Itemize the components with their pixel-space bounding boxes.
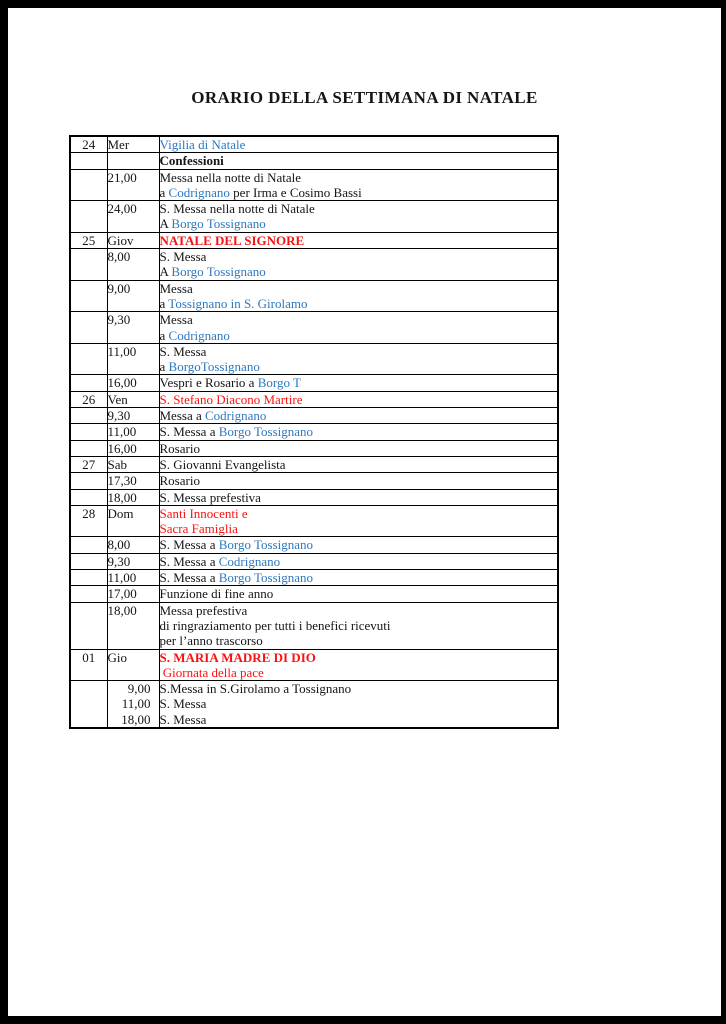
day-cell: Dom xyxy=(107,505,159,537)
time-cell xyxy=(107,570,159,586)
date-cell: 26 xyxy=(70,391,107,407)
table-row xyxy=(70,570,558,586)
text-segment: Tossignano in S. Girolamo xyxy=(168,295,308,311)
time-cell xyxy=(107,537,159,553)
event-cell xyxy=(159,153,558,169)
date-cell: 01 xyxy=(70,649,107,681)
table-row xyxy=(70,408,558,424)
event-cell xyxy=(159,280,558,312)
table-row xyxy=(70,440,558,456)
time-cell xyxy=(107,424,159,440)
event-line xyxy=(160,696,558,711)
text-segment: di ringraziamento per tutti i benefici ricevuti xyxy=(159,617,391,633)
text-segment: S. Messa xyxy=(159,711,207,727)
text-segment: Codrignano xyxy=(205,408,267,424)
table-row xyxy=(70,136,558,153)
event-cell xyxy=(159,681,558,728)
event-line xyxy=(160,233,558,248)
event-line xyxy=(160,375,558,390)
table-row xyxy=(70,232,558,248)
table-row xyxy=(70,375,558,391)
event-cell xyxy=(159,649,558,681)
date-cell xyxy=(70,424,107,440)
time-cell xyxy=(107,249,159,281)
text-segment: S. Messa a xyxy=(159,553,219,569)
event-line xyxy=(160,457,558,472)
time-cell xyxy=(107,586,159,602)
text-segment: Messa a xyxy=(159,408,205,424)
text-segment: S. Messa a xyxy=(159,537,219,553)
text-segment: Codrignano xyxy=(168,327,230,343)
time-cell xyxy=(107,169,159,201)
text-segment: BorgoTossignano xyxy=(168,359,260,375)
event-line xyxy=(160,633,558,648)
event-cell xyxy=(159,602,558,649)
date-cell xyxy=(70,280,107,312)
event-line xyxy=(160,665,558,680)
event-line xyxy=(160,603,558,618)
table-row xyxy=(70,312,558,344)
event-line xyxy=(160,170,558,185)
text-segment: a xyxy=(159,327,169,343)
event-cell xyxy=(159,343,558,375)
time-line: 16,00 xyxy=(107,375,137,391)
text-segment: S. Messa a xyxy=(159,424,219,440)
text-segment: Codrignano xyxy=(168,184,230,200)
text-segment: Borgo Tossignano xyxy=(171,216,266,232)
date-cell xyxy=(70,408,107,424)
date-cell xyxy=(70,681,107,728)
table-row xyxy=(70,553,558,569)
text-segment: Vespri e Rosario a xyxy=(159,375,258,391)
date-cell xyxy=(70,375,107,391)
table-row xyxy=(70,201,558,233)
event-cell xyxy=(159,456,558,472)
date-cell xyxy=(70,312,107,344)
table-row xyxy=(70,153,558,169)
event-cell xyxy=(159,424,558,440)
event-line xyxy=(160,281,558,296)
text-segment: S.Messa in S.Girolamo a Tossignano xyxy=(159,681,352,697)
event-cell xyxy=(159,489,558,505)
event-line xyxy=(160,249,558,264)
time-line: 9,00 xyxy=(107,280,131,296)
text-segment: Vigilia di Natale xyxy=(159,137,246,152)
text-segment: A xyxy=(159,216,172,232)
table-row xyxy=(70,681,558,728)
time-cell xyxy=(107,201,159,233)
time-cell xyxy=(107,602,159,649)
event-line xyxy=(160,185,558,200)
time-cell xyxy=(107,553,159,569)
event-line xyxy=(160,554,558,569)
text-segment: Borgo Tossignano xyxy=(218,424,314,440)
text-segment: per l’anno trascorso xyxy=(159,633,263,649)
event-line xyxy=(160,392,558,407)
day-cell: Giov xyxy=(107,232,159,248)
event-cell xyxy=(159,312,558,344)
time-line: 11,00 xyxy=(107,570,137,586)
text-segment: a xyxy=(159,295,169,311)
text-segment: S. Messa nella notte di Natale xyxy=(159,201,315,217)
time-cell xyxy=(107,681,159,728)
text-segment: S. Giovanni Evangelista xyxy=(159,456,286,472)
time-line: 9,30 xyxy=(107,312,131,328)
table-row xyxy=(70,586,558,602)
date-cell xyxy=(70,201,107,233)
date-cell: 28 xyxy=(70,505,107,537)
text-segment: per Irma e Cosimo Bassi xyxy=(229,184,362,200)
table-row xyxy=(70,391,558,407)
table-row xyxy=(70,343,558,375)
date-cell xyxy=(70,489,107,505)
day-cell: Gio xyxy=(107,649,159,681)
table-row xyxy=(70,169,558,201)
event-line xyxy=(160,473,558,488)
text-segment: S. Messa a xyxy=(159,570,219,586)
time-line: 21,00 xyxy=(107,169,137,185)
text-segment: NATALE DEL SIGNORE xyxy=(159,232,305,248)
date-cell xyxy=(70,153,107,169)
text-segment: Messa prefestiva xyxy=(159,602,248,618)
event-line xyxy=(160,216,558,231)
date-cell: 27 xyxy=(70,456,107,472)
date-cell xyxy=(70,169,107,201)
date-cell xyxy=(70,343,107,375)
text-segment: Messa xyxy=(159,280,193,296)
table-row xyxy=(70,424,558,440)
event-line xyxy=(160,153,558,168)
text-segment: Borgo Tossignano xyxy=(171,264,266,280)
date-cell xyxy=(70,586,107,602)
event-line xyxy=(160,681,558,696)
text-segment: S. Messa xyxy=(159,249,207,265)
time-cell xyxy=(107,489,159,505)
event-cell xyxy=(159,408,558,424)
time-line: 17,30 xyxy=(107,473,137,489)
date-cell xyxy=(70,473,107,489)
text-segment: Messa xyxy=(159,312,193,328)
date-cell xyxy=(70,440,107,456)
document-page xyxy=(8,8,721,1016)
date-cell xyxy=(70,553,107,569)
event-line xyxy=(160,650,558,665)
event-cell xyxy=(159,391,558,407)
event-line xyxy=(160,296,558,311)
text-segment: Messa nella notte di Natale xyxy=(159,169,302,185)
table-row xyxy=(70,456,558,472)
text-segment: Confessioni xyxy=(159,153,224,169)
event-cell xyxy=(159,249,558,281)
time-cell xyxy=(107,473,159,489)
table-row xyxy=(70,249,558,281)
day-cell: Sab xyxy=(107,456,159,472)
event-line xyxy=(160,712,558,727)
time-cell xyxy=(107,375,159,391)
event-line xyxy=(160,137,558,152)
text-segment: Borgo Tossignano xyxy=(218,570,314,586)
event-cell xyxy=(159,440,558,456)
time-line: 18,00 xyxy=(121,711,151,727)
date-cell xyxy=(70,537,107,553)
event-cell xyxy=(159,169,558,201)
event-cell xyxy=(159,505,558,537)
schedule-table xyxy=(69,135,559,729)
event-cell xyxy=(159,553,558,569)
table-row xyxy=(70,602,558,649)
table-row xyxy=(70,649,558,681)
event-line xyxy=(160,201,558,216)
event-cell xyxy=(159,232,558,248)
event-line xyxy=(160,424,558,439)
date-cell: 25 xyxy=(70,232,107,248)
time-cell xyxy=(107,440,159,456)
text-segment: Funzione di fine anno xyxy=(159,586,274,602)
event-line xyxy=(160,264,558,279)
table-row xyxy=(70,505,558,537)
event-line xyxy=(160,506,558,521)
text-segment: S. MARIA MADRE DI DIO xyxy=(159,649,316,665)
time-line: 11,00 xyxy=(107,343,137,359)
time-line: 11,00 xyxy=(107,424,137,440)
text-segment: Sacra Famiglia xyxy=(159,521,238,537)
time-line: 11,00 xyxy=(121,696,151,712)
event-line xyxy=(160,408,558,423)
event-line xyxy=(160,344,558,359)
text-segment: A xyxy=(159,264,172,280)
time-line: 8,00 xyxy=(107,249,131,265)
time-line: 18,00 xyxy=(107,489,137,505)
date-cell xyxy=(70,602,107,649)
event-cell xyxy=(159,537,558,553)
time-line: 9,30 xyxy=(107,553,131,569)
event-cell xyxy=(159,201,558,233)
text-segment: Codrignano xyxy=(218,553,281,569)
event-line xyxy=(160,359,558,374)
date-cell: 24 xyxy=(70,136,107,153)
date-cell xyxy=(70,570,107,586)
event-cell xyxy=(159,136,558,153)
time-cell xyxy=(107,343,159,375)
time-line: 9,00 xyxy=(127,681,151,697)
text-segment: S. Stefano Diacono Martire xyxy=(159,391,303,407)
event-line xyxy=(160,618,558,633)
event-line xyxy=(160,537,558,552)
event-line xyxy=(160,328,558,343)
day-cell: Ven xyxy=(107,391,159,407)
event-cell xyxy=(159,473,558,489)
event-line xyxy=(160,312,558,327)
table-row xyxy=(70,280,558,312)
table-row xyxy=(70,489,558,505)
text-segment: Rosario xyxy=(159,440,200,456)
text-segment: Rosario xyxy=(159,473,200,489)
time-line: 9,30 xyxy=(107,408,131,424)
text-segment: Borgo Tossignano xyxy=(218,537,314,553)
time-line: 17,00 xyxy=(107,586,137,602)
text-segment: S. Messa xyxy=(159,343,207,359)
event-cell xyxy=(159,375,558,391)
event-line xyxy=(160,490,558,505)
event-cell xyxy=(159,586,558,602)
time-line: 8,00 xyxy=(107,537,131,553)
text-segment: Santi Innocenti e xyxy=(159,505,248,521)
time-line: 24,00 xyxy=(107,201,137,217)
day-cell xyxy=(107,153,159,169)
time-cell xyxy=(107,280,159,312)
time-cell xyxy=(107,408,159,424)
schedule-table-body xyxy=(70,136,558,728)
text-segment: a xyxy=(159,184,169,200)
text-segment: S. Messa prefestiva xyxy=(159,489,261,505)
time-line: 18,00 xyxy=(107,602,137,618)
page-title: ORARIO DELLA SETTIMANA DI NATALE xyxy=(191,88,538,107)
event-cell xyxy=(159,570,558,586)
text-segment: S. Messa xyxy=(159,696,207,712)
text-segment: Giornata della pace xyxy=(159,664,264,680)
date-cell xyxy=(70,249,107,281)
day-cell: Mer xyxy=(107,136,159,153)
event-line xyxy=(160,586,558,601)
time-line: 16,00 xyxy=(107,440,137,456)
text-segment: a xyxy=(159,359,169,375)
event-line xyxy=(160,521,558,536)
table-row xyxy=(70,473,558,489)
text-segment: Borgo T xyxy=(257,375,301,391)
event-line xyxy=(160,441,558,456)
table-row xyxy=(70,537,558,553)
time-cell xyxy=(107,312,159,344)
event-line xyxy=(160,570,558,585)
